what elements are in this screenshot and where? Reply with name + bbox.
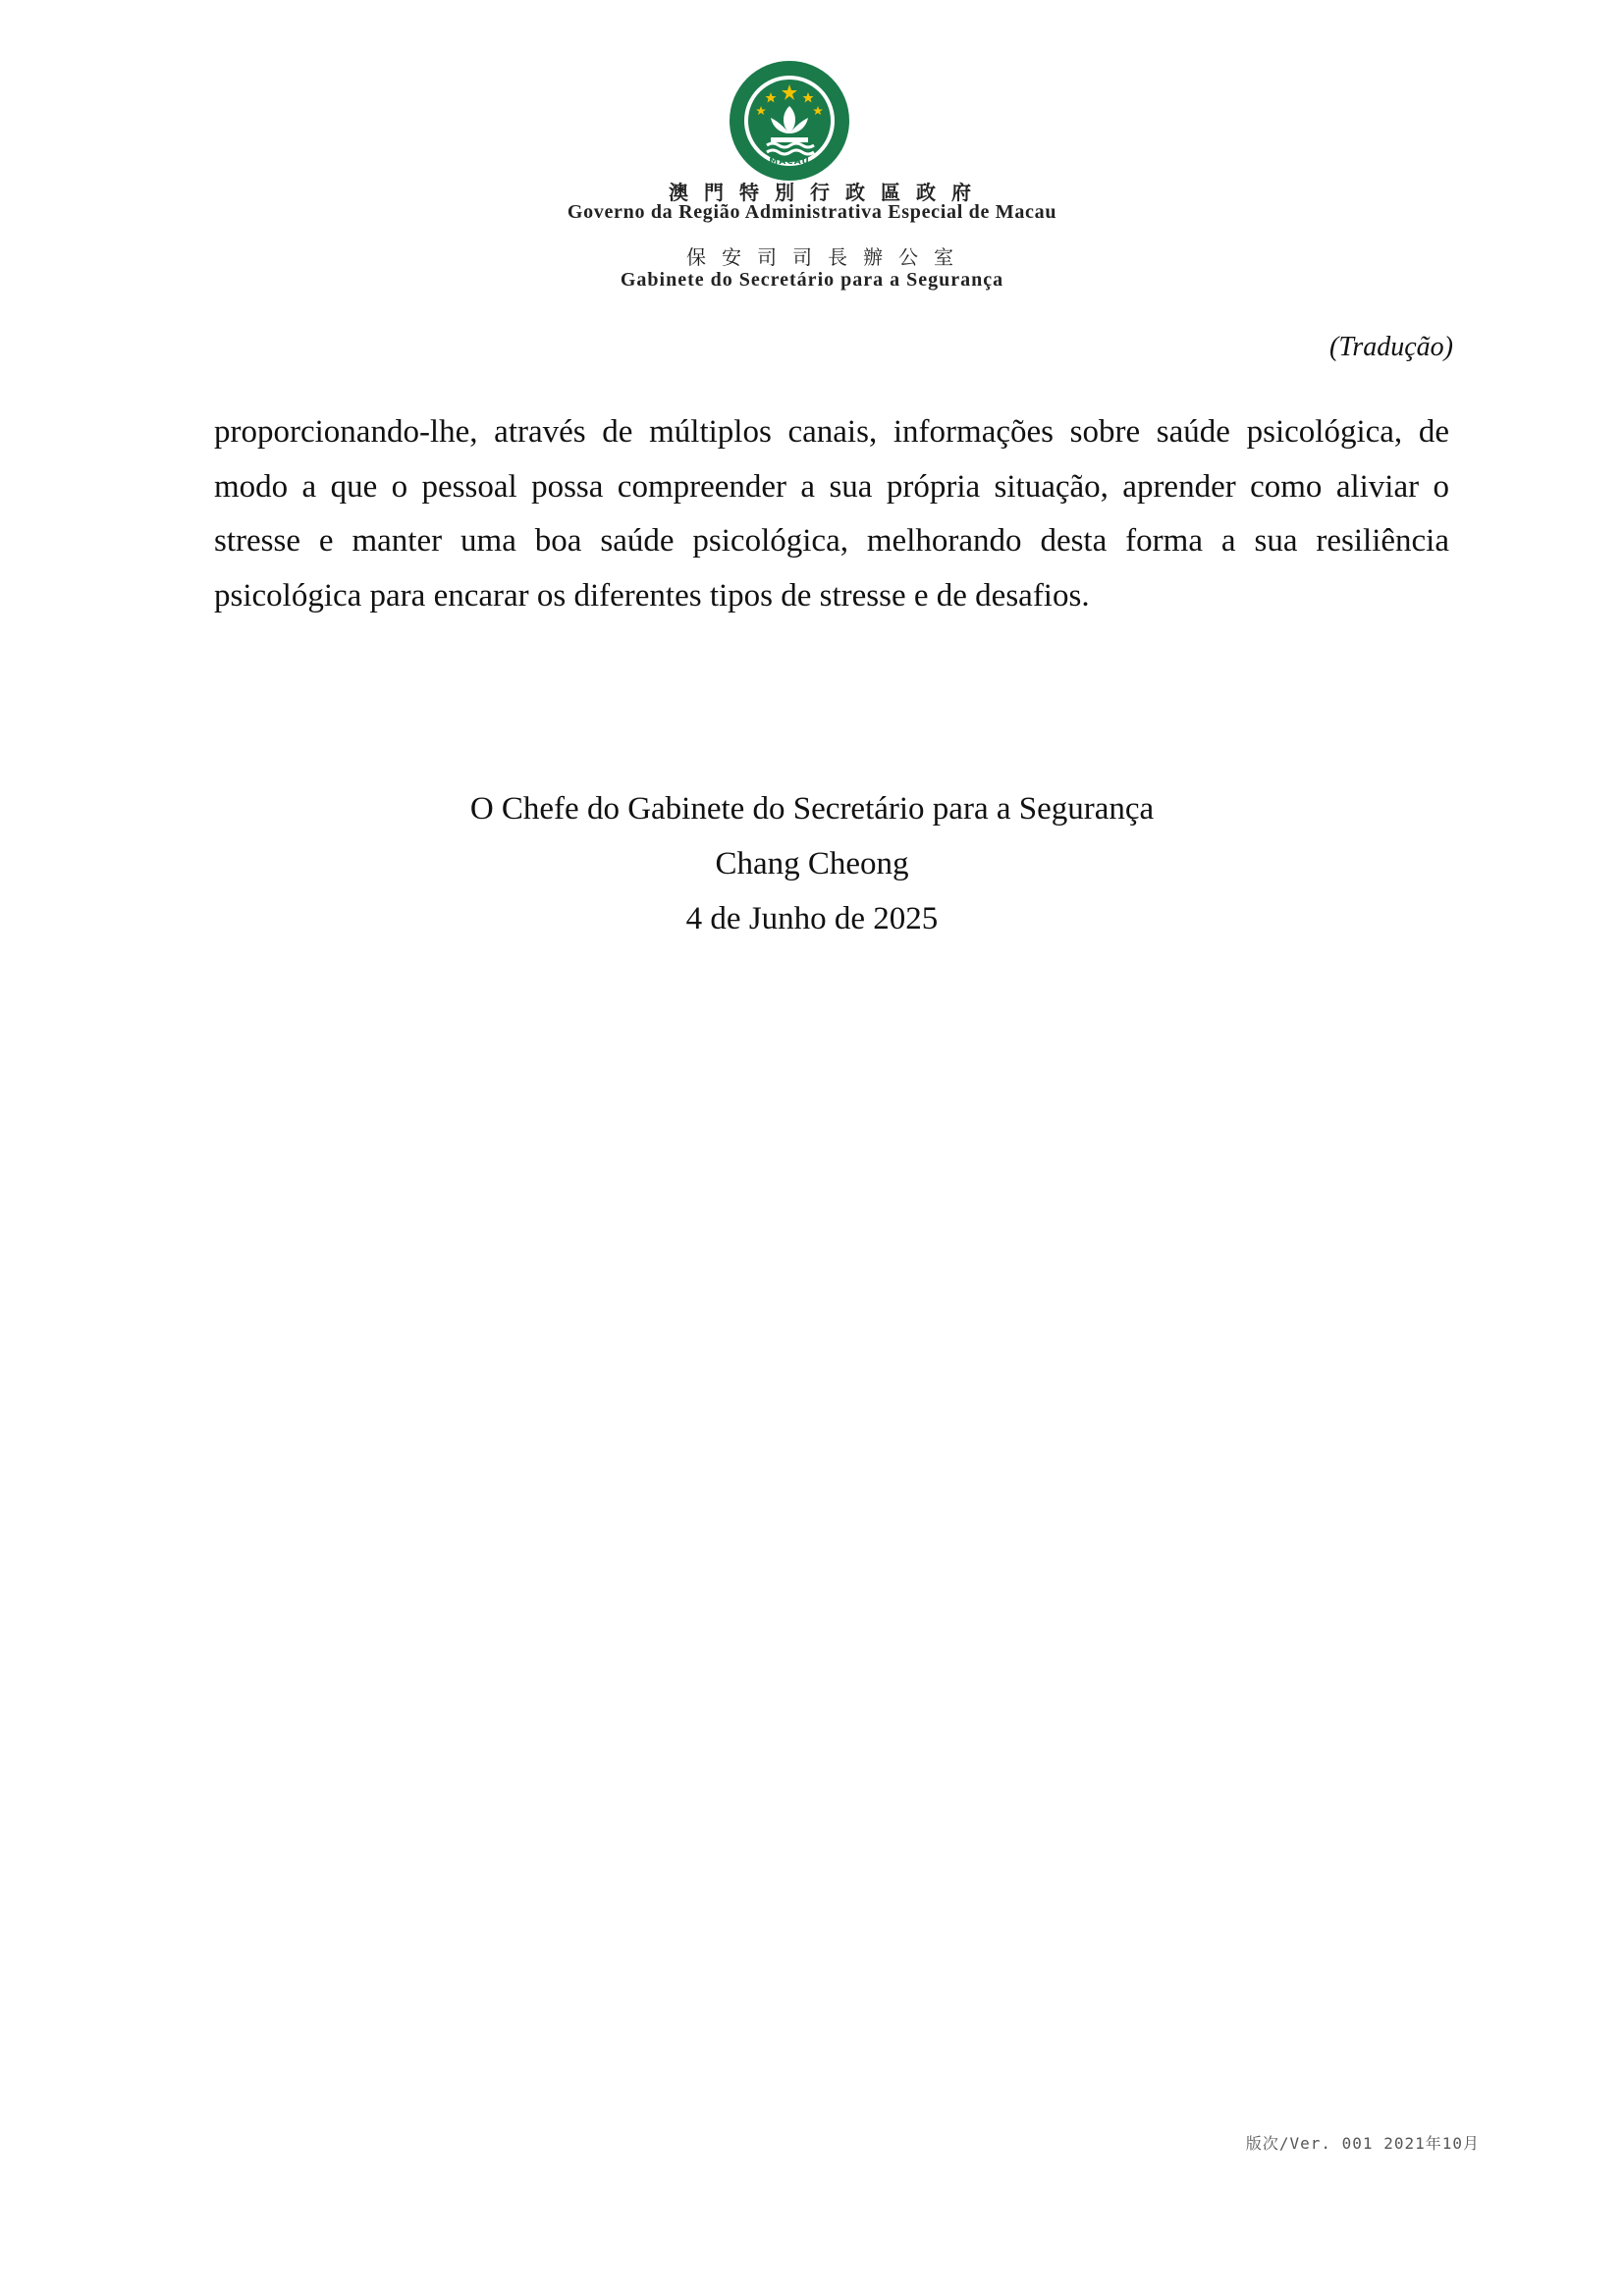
signatory-title: O Chefe do Gabinete do Secretário para a Segurança — [469, 791, 1155, 827]
office-name-chinese: 保安司司長辦公室 — [686, 245, 969, 269]
body-paragraph: proporcionando-lhe, através de múltiplos canais, informações sobre saúde psicológica, de modo a que o pessoal possa compreender a sua própria situação, aprender como aliviar o stresse e manter uma boa saúde psicológica, melhorando desta forma a sua resiliência psicológica para encarar os diferentes tipos de stresse e de desafios. — [214, 414, 1449, 614]
translation-note: (Tradução) — [1329, 332, 1453, 362]
office-name-portuguese: Gabinete do Secretário para a Segurança — [620, 269, 1004, 291]
government-name-chinese: 澳門特別行政區政府 — [669, 181, 987, 204]
signatory-name: Chang Cheong — [715, 846, 909, 881]
document-date: 4 de Junho de 2025 — [685, 901, 939, 936]
emblem-text: MACAU — [769, 157, 810, 167]
government-name-portuguese: Governo da Região Administrativa Especial de Macau — [567, 201, 1057, 223]
version-footer: 版次/Ver. 001 2021年10月 — [1245, 2134, 1480, 2153]
